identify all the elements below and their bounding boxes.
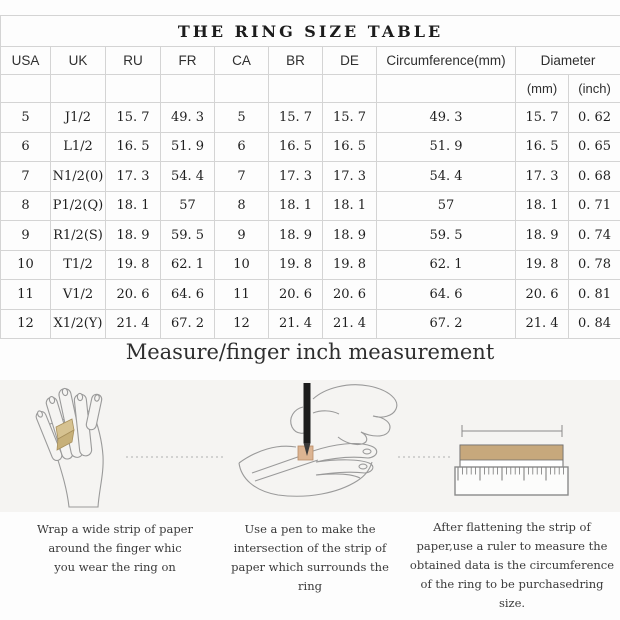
size-cell: 18. 1: [106, 191, 161, 221]
size-cell: P1/2(Q): [51, 191, 106, 221]
size-cell: 19. 8: [106, 250, 161, 280]
empty-header-cell: [1, 75, 51, 103]
size-cell: J1/2: [51, 103, 106, 133]
table-row: [1, 162, 620, 192]
size-cell: 20. 6: [516, 280, 569, 310]
subheader-diameter-mm: (mm): [516, 75, 569, 103]
caption-line: paper,use a ruler to measure the: [416, 539, 608, 553]
size-cell: 51. 9: [161, 132, 215, 162]
size-cell: 20. 6: [106, 280, 161, 310]
size-cell: T1/2: [51, 250, 106, 280]
size-cell: 17. 3: [516, 162, 569, 192]
size-cell: 0. 71: [569, 191, 620, 221]
column-header-diameter: Diameter: [516, 47, 620, 75]
step-caption-mark: [220, 520, 400, 596]
empty-header-cell: [106, 75, 161, 103]
size-cell: 21. 4: [323, 309, 377, 339]
size-cell: 67. 2: [161, 309, 215, 339]
size-cell: 67. 2: [377, 309, 516, 339]
size-cell: 0. 62: [569, 103, 620, 133]
step-caption-measure: [408, 518, 616, 613]
pen-icon: [304, 383, 311, 443]
table-subheader-row: [1, 75, 620, 103]
size-cell: X1/2(Y): [51, 309, 106, 339]
caption-line: paper which surrounds the ring: [231, 560, 389, 593]
size-cell: 9: [1, 221, 51, 251]
empty-header-cell: [269, 75, 323, 103]
page-title: THE RING SIZE TABLE: [1, 16, 620, 47]
column-header-usa: USA: [1, 47, 51, 75]
size-cell: 16. 5: [323, 132, 377, 162]
step-caption-wrap: [8, 520, 222, 577]
table-title-row: [1, 16, 620, 47]
table-row: [1, 132, 620, 162]
fingernail: [94, 394, 100, 401]
size-cell: 19. 8: [516, 250, 569, 280]
table-body: [1, 103, 620, 339]
size-cell: 18. 9: [269, 221, 323, 251]
size-cell: 21. 4: [269, 309, 323, 339]
size-cell: 0. 68: [569, 162, 620, 192]
size-cell: 10: [215, 250, 269, 280]
table-row: [1, 103, 620, 133]
size-cell: 18. 9: [323, 221, 377, 251]
size-cell: V1/2: [51, 280, 106, 310]
size-cell: 57: [377, 191, 516, 221]
size-cell: 62. 1: [377, 250, 516, 280]
size-cell: 64. 6: [377, 280, 516, 310]
caption-line: around the finger whic: [48, 541, 182, 555]
size-cell: 64. 6: [161, 280, 215, 310]
size-cell: 18. 9: [516, 221, 569, 251]
empty-header-cell: [323, 75, 377, 103]
size-cell: 0. 78: [569, 250, 620, 280]
size-cell: 17. 3: [323, 162, 377, 192]
measurement-illustrations: [0, 375, 620, 515]
size-cell: 10: [1, 250, 51, 280]
size-cell: 59. 5: [161, 221, 215, 251]
ruler-ticks: [457, 468, 566, 495]
size-cell: 5: [1, 103, 51, 133]
caption-line: Wrap a wide strip of paper: [37, 522, 193, 536]
size-cell: 21. 4: [516, 309, 569, 339]
column-header-br: BR: [269, 47, 323, 75]
size-cell: 18. 1: [323, 191, 377, 221]
ring-size-table: [0, 15, 620, 339]
size-cell: 62. 1: [161, 250, 215, 280]
section-heading: Measure/finger inch measurement: [125, 340, 495, 364]
column-header-ca: CA: [215, 47, 269, 75]
size-cell: L1/2: [51, 132, 106, 162]
size-cell: 7: [215, 162, 269, 192]
size-cell: R1/2(S): [51, 221, 106, 251]
column-header-circumference: Circumference(mm): [377, 47, 516, 75]
size-cell: 0. 65: [569, 132, 620, 162]
table-row: [1, 250, 620, 280]
empty-header-cell: [51, 75, 106, 103]
size-cell: 12: [1, 309, 51, 339]
size-cell: 19. 8: [269, 250, 323, 280]
size-cell: 8: [215, 191, 269, 221]
size-cell: N1/2(0): [51, 162, 106, 192]
size-cell: 54. 4: [377, 162, 516, 192]
caption-line: intersection of the strip of: [233, 541, 387, 555]
empty-header-cell: [161, 75, 215, 103]
caption-line: After flattening the strip of: [433, 520, 591, 534]
size-cell: 0. 74: [569, 221, 620, 251]
size-cell: 0. 81: [569, 280, 620, 310]
size-cell: 20. 6: [269, 280, 323, 310]
size-cell: 15. 7: [516, 103, 569, 133]
size-cell: 9: [215, 221, 269, 251]
size-cell: 16. 5: [106, 132, 161, 162]
size-cell: 18. 1: [269, 191, 323, 221]
size-cell: 17. 3: [269, 162, 323, 192]
size-cell: 19. 8: [323, 250, 377, 280]
size-cell: 15. 7: [269, 103, 323, 133]
table-header-row: [1, 47, 620, 75]
empty-header-cell: [377, 75, 516, 103]
size-cell: 5: [215, 103, 269, 133]
size-cell: 6: [215, 132, 269, 162]
column-header-uk: UK: [51, 47, 106, 75]
size-cell: 21. 4: [106, 309, 161, 339]
size-cell: 16. 5: [516, 132, 569, 162]
size-cell: 11: [1, 280, 51, 310]
size-cell: 20. 6: [323, 280, 377, 310]
size-cell: 18. 1: [516, 191, 569, 221]
caption-line: of the ring to be purchasedring size.: [420, 577, 604, 610]
size-cell: 8: [1, 191, 51, 221]
size-cell: 12: [215, 309, 269, 339]
empty-header-cell: [215, 75, 269, 103]
size-cell: 57: [161, 191, 215, 221]
table-row: [1, 309, 620, 339]
table-row: [1, 191, 620, 221]
column-header-ru: RU: [106, 47, 161, 75]
flattened-strip: [460, 445, 563, 460]
subheader-diameter-inch: (inch): [569, 75, 620, 103]
size-cell: 16. 5: [269, 132, 323, 162]
caption-line: obtained data is the circumference: [409, 558, 615, 572]
size-cell: 51. 9: [377, 132, 516, 162]
size-cell: 59. 5: [377, 221, 516, 251]
size-cell: 7: [1, 162, 51, 192]
size-cell: 18. 9: [106, 221, 161, 251]
size-cell: 6: [1, 132, 51, 162]
size-cell: 49. 3: [377, 103, 516, 133]
size-cell: 15. 7: [323, 103, 377, 133]
fingernail: [77, 393, 83, 401]
table-row: [1, 221, 620, 251]
size-cell: 49. 3: [161, 103, 215, 133]
column-header-de: DE: [323, 47, 377, 75]
caption-line: Use a pen to make the: [244, 522, 376, 536]
size-cell: 15. 7: [106, 103, 161, 133]
size-cell: 54. 4: [161, 162, 215, 192]
size-cell: 0. 84: [569, 309, 620, 339]
column-header-fr: FR: [161, 47, 215, 75]
size-cell: 11: [215, 280, 269, 310]
caption-line: you wear the ring on: [54, 560, 176, 574]
size-cell: 17. 3: [106, 162, 161, 192]
table-row: [1, 280, 620, 310]
